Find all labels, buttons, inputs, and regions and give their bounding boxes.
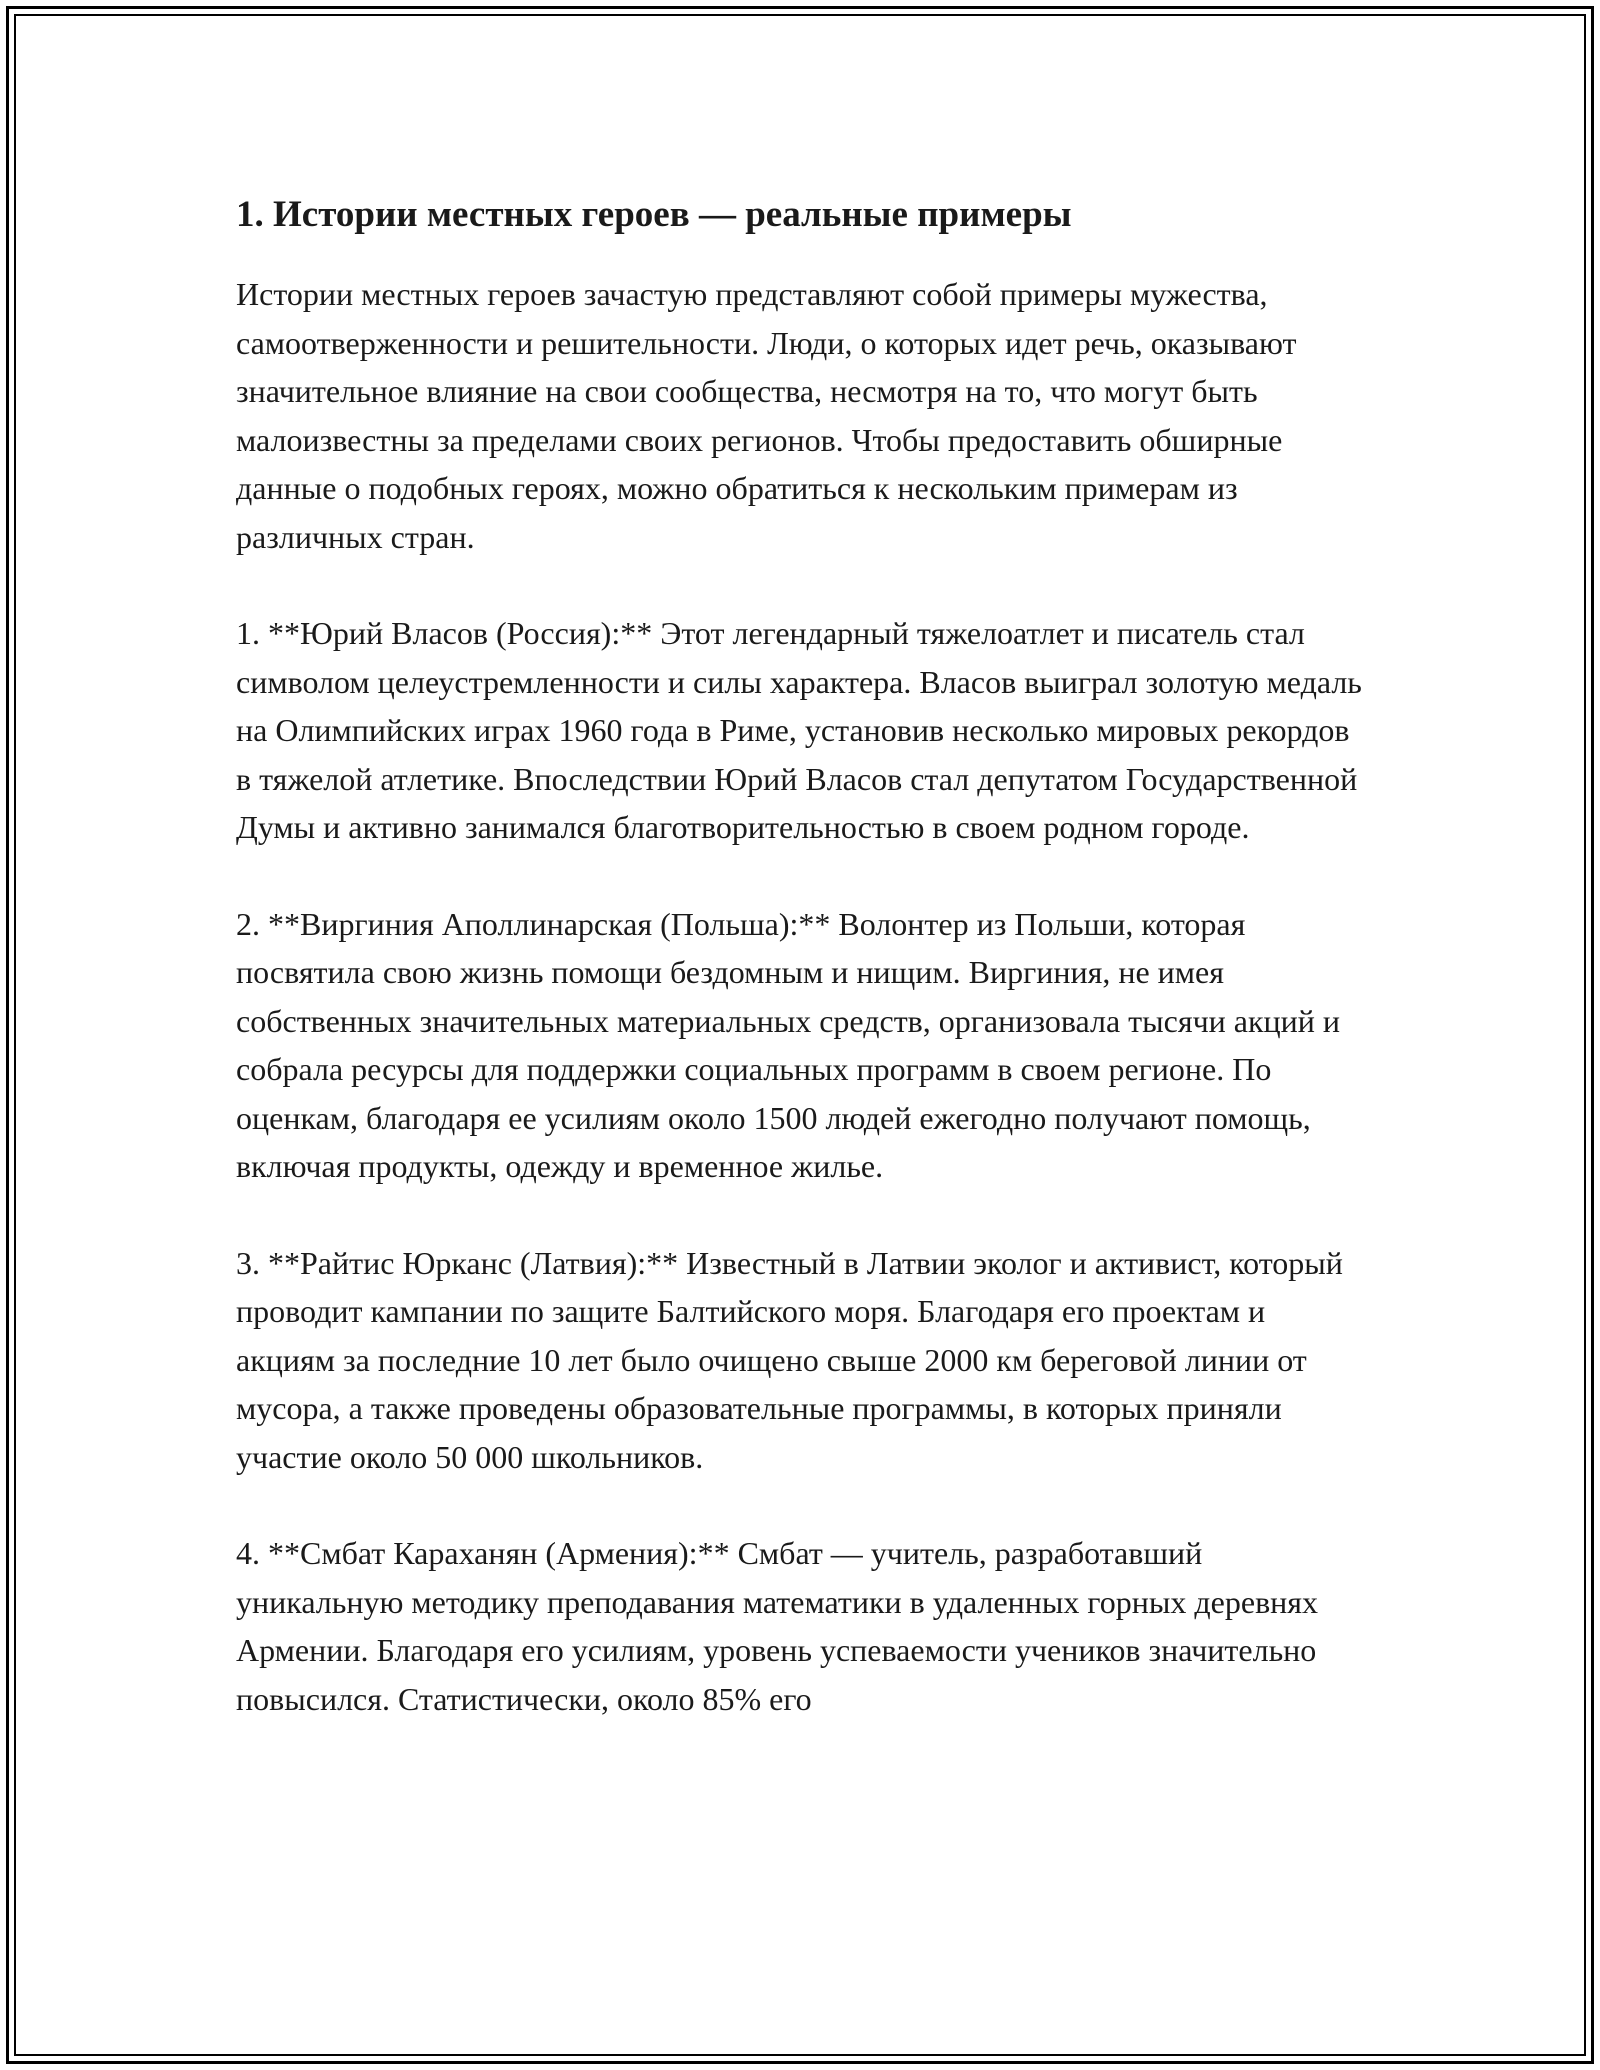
hero-item-vlasov: 1. **Юрий Власов (Россия):** Этот легендарный тяжелоатлет и писатель стал символом целеустремленности и силы характера. Власов выиграл золотую медаль на Олимпийских играх 1960 года в Риме, установив несколько мировых рекордов в тяжелой атлетике. Впоследствии Юрий Власов стал депутатом Государственной Думы и активно занимался благотворительностью в своем родном городе.: [236, 615, 1362, 845]
intro-paragraph: Истории местных героев зачастую представляют собой примеры мужества, самоотверженности и решительности. Люди, о которых идет речь, оказывают значительное влияние на свои сообщества, несмотря на то, что могут быть малоизвестны за пределами своих регионов. Чтобы предоставить обширные данные о подобных героях, можно обратиться к нескольким примерам из различных стран.: [236, 276, 1297, 555]
section-heading: 1. Истории местных героев — реальные примеры: [236, 194, 1072, 235]
hero-item-apollinarskaya: 2. **Виргиния Аполлинарская (Польша):** Волонтер из Польши, которая посвятила свою жизнь помощи бездомным и нищим. Виргиния, не имея собственных значительных материальных средств, организовала тысячи акций и собрала ресурсы для поддержки социальных программ в своем регионе. По оценкам, благодаря ее усилиям около 1500 людей ежегодно получают помощь, включая продукты, одежду и временное жилье.: [236, 905, 1341, 1184]
hero-item-karakhanyan: 4. **Смбат Караханян (Армения):** Смбат — учитель, разработавший уникальную методику преподавания математики в удаленных горных деревнях Армении. Благодаря его усилиям, уровень успеваемости учеников значительно повысился. Статистически, около 85% его: [236, 1535, 1319, 1717]
hero-item-yurkans: 3. **Райтис Юрканс (Латвия):** Известный в Латвии эколог и активист, который проводит кампании по защите Балтийского моря. Благодаря его проектам и акциям за последние 10 лет было очищено свыше 2000 км береговой линии от мусора, а также проведены образовательные программы, в которых приняли участие около 50 000 школьников.: [236, 1244, 1343, 1475]
document-page: [236, 190, 1366, 1723]
